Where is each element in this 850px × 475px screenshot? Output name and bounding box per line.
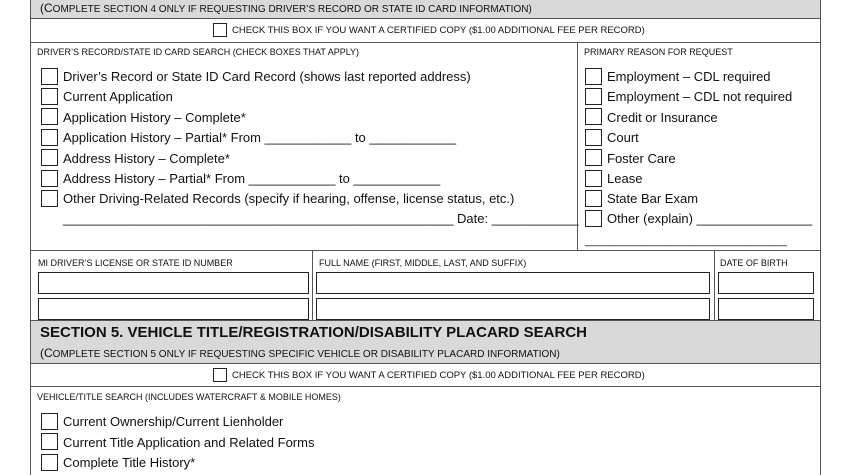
frame-right <box>820 0 821 475</box>
reason-lease-label: Lease <box>607 171 643 186</box>
divider <box>30 363 820 364</box>
column-divider <box>312 250 313 320</box>
reason-cdl-not-required-checkbox[interactable] <box>585 88 602 105</box>
divider <box>30 386 820 387</box>
reason-cdl-required-checkbox[interactable] <box>585 68 602 85</box>
license-number-field-1[interactable] <box>38 272 309 294</box>
date-of-birth-header: DATE OF BIRTH <box>720 258 788 268</box>
section5-subtitle-rest: OMPLETE SECTION 5 ONLY IF REQUESTING SPECIFIC VEHICLE OR DISABILITY PLACARD INFORMATION) <box>52 349 560 360</box>
section4-subtitle-cap: (C <box>40 1 53 15</box>
vehicle-title-search-header: VEHICLE/TITLE SEARCH (INCLUDES WATERCRAFT & MOBILE HOMES) <box>37 392 341 402</box>
application-history-complete-label: Application History – Complete* <box>63 110 246 125</box>
address-history-complete-checkbox[interactable] <box>41 149 58 166</box>
current-title-application-label: Current Title Application and Related Forms <box>63 435 315 450</box>
driver-record-search-header: DRIVER’S RECORD/STATE ID CARD SEARCH (CHECK BOXES THAT APPLY) <box>37 47 360 57</box>
current-ownership-checkbox[interactable] <box>41 413 58 430</box>
driver-record-checkbox[interactable] <box>41 68 58 85</box>
date-of-birth-field-2[interactable] <box>718 298 814 320</box>
current-application-label: Current Application <box>63 89 173 104</box>
section5-certified-copy-label: CHECK THIS BOX IF YOU WANT A CERTIFIED COPY ($1.00 ADDITIONAL FEE PER RECORD) <box>232 370 645 381</box>
current-application-checkbox[interactable] <box>41 88 58 105</box>
other-records-specify-line[interactable]: ______________________________________________________ Date: ____________ <box>63 211 579 226</box>
reason-credit-insurance-checkbox[interactable] <box>585 108 602 125</box>
reason-cdl-required-label: Employment – CDL required <box>607 69 771 84</box>
reason-foster-care-label: Foster Care <box>607 151 676 166</box>
current-ownership-label: Current Ownership/Current Lienholder <box>63 414 284 429</box>
reason-state-bar-label: State Bar Exam <box>607 191 699 206</box>
application-history-partial-label: Application History – Partial* From ____________ to ____________ <box>63 130 457 145</box>
other-driving-records-checkbox[interactable] <box>41 190 58 207</box>
divider <box>30 18 820 19</box>
reason-other-checkbox[interactable] <box>585 210 602 227</box>
application-history-complete-checkbox[interactable] <box>41 108 58 125</box>
section5-subtitle-cap: (C <box>40 346 53 360</box>
full-name-header: FULL NAME (FIRST, MIDDLE, LAST, AND SUFFIX) <box>319 258 527 268</box>
complete-title-history-label: Complete Title History* <box>63 455 196 470</box>
reason-credit-insurance-label: Credit or Insurance <box>607 110 718 125</box>
reason-state-bar-checkbox[interactable] <box>585 190 602 207</box>
full-name-field-2[interactable] <box>316 298 710 320</box>
complete-title-history-checkbox[interactable] <box>41 454 58 471</box>
license-number-header: MI DRIVER’S LICENSE OR STATE ID NUMBER <box>38 258 233 268</box>
divider <box>30 250 820 251</box>
reason-lease-checkbox[interactable] <box>585 170 602 187</box>
address-history-partial-label: Address History – Partial* From ____________ to ____________ <box>63 171 441 186</box>
section5-subtitle <box>40 346 560 360</box>
section5-certified-copy-checkbox[interactable] <box>213 368 227 382</box>
reason-court-checkbox[interactable] <box>585 129 602 146</box>
current-title-application-checkbox[interactable] <box>41 433 58 450</box>
divider <box>30 42 820 43</box>
address-history-complete-label: Address History – Complete* <box>63 151 230 166</box>
section4-certified-copy-checkbox[interactable] <box>213 23 227 37</box>
column-divider <box>714 250 715 320</box>
section4-subtitle-rest: OMPLETE SECTION 4 ONLY IF REQUESTING DRIVER’S RECORD OR STATE ID CARD INFORMATION) <box>52 4 532 15</box>
reason-other-explain-line[interactable]: _________________________________ <box>585 235 787 247</box>
driver-record-label: Driver’s Record or State ID Card Record (shows last reported address) <box>63 69 471 84</box>
primary-reason-header: PRIMARY REASON FOR REQUEST <box>584 47 733 57</box>
section4-subtitle <box>40 1 532 15</box>
frame-left <box>30 0 31 475</box>
reason-cdl-not-required-label: Employment – CDL not required <box>607 89 793 104</box>
section4-certified-copy-label: CHECK THIS BOX IF YOU WANT A CERTIFIED COPY ($1.00 ADDITIONAL FEE PER RECORD) <box>232 25 645 36</box>
section5-title: SECTION 5. VEHICLE TITLE/REGISTRATION/DISABILITY PLACARD SEARCH <box>40 324 587 341</box>
license-number-field-2[interactable] <box>38 298 309 320</box>
reason-court-label: Court <box>607 130 639 145</box>
address-history-partial-checkbox[interactable] <box>41 170 58 187</box>
reason-foster-care-checkbox[interactable] <box>585 149 602 166</box>
other-driving-records-label: Other Driving-Related Records (specify if hearing, offense, license status, etc.) <box>63 191 515 206</box>
reason-other-label: Other (explain) ________________ <box>607 211 813 226</box>
application-history-partial-checkbox[interactable] <box>41 129 58 146</box>
full-name-field-1[interactable] <box>316 272 710 294</box>
date-of-birth-field-1[interactable] <box>718 272 814 294</box>
